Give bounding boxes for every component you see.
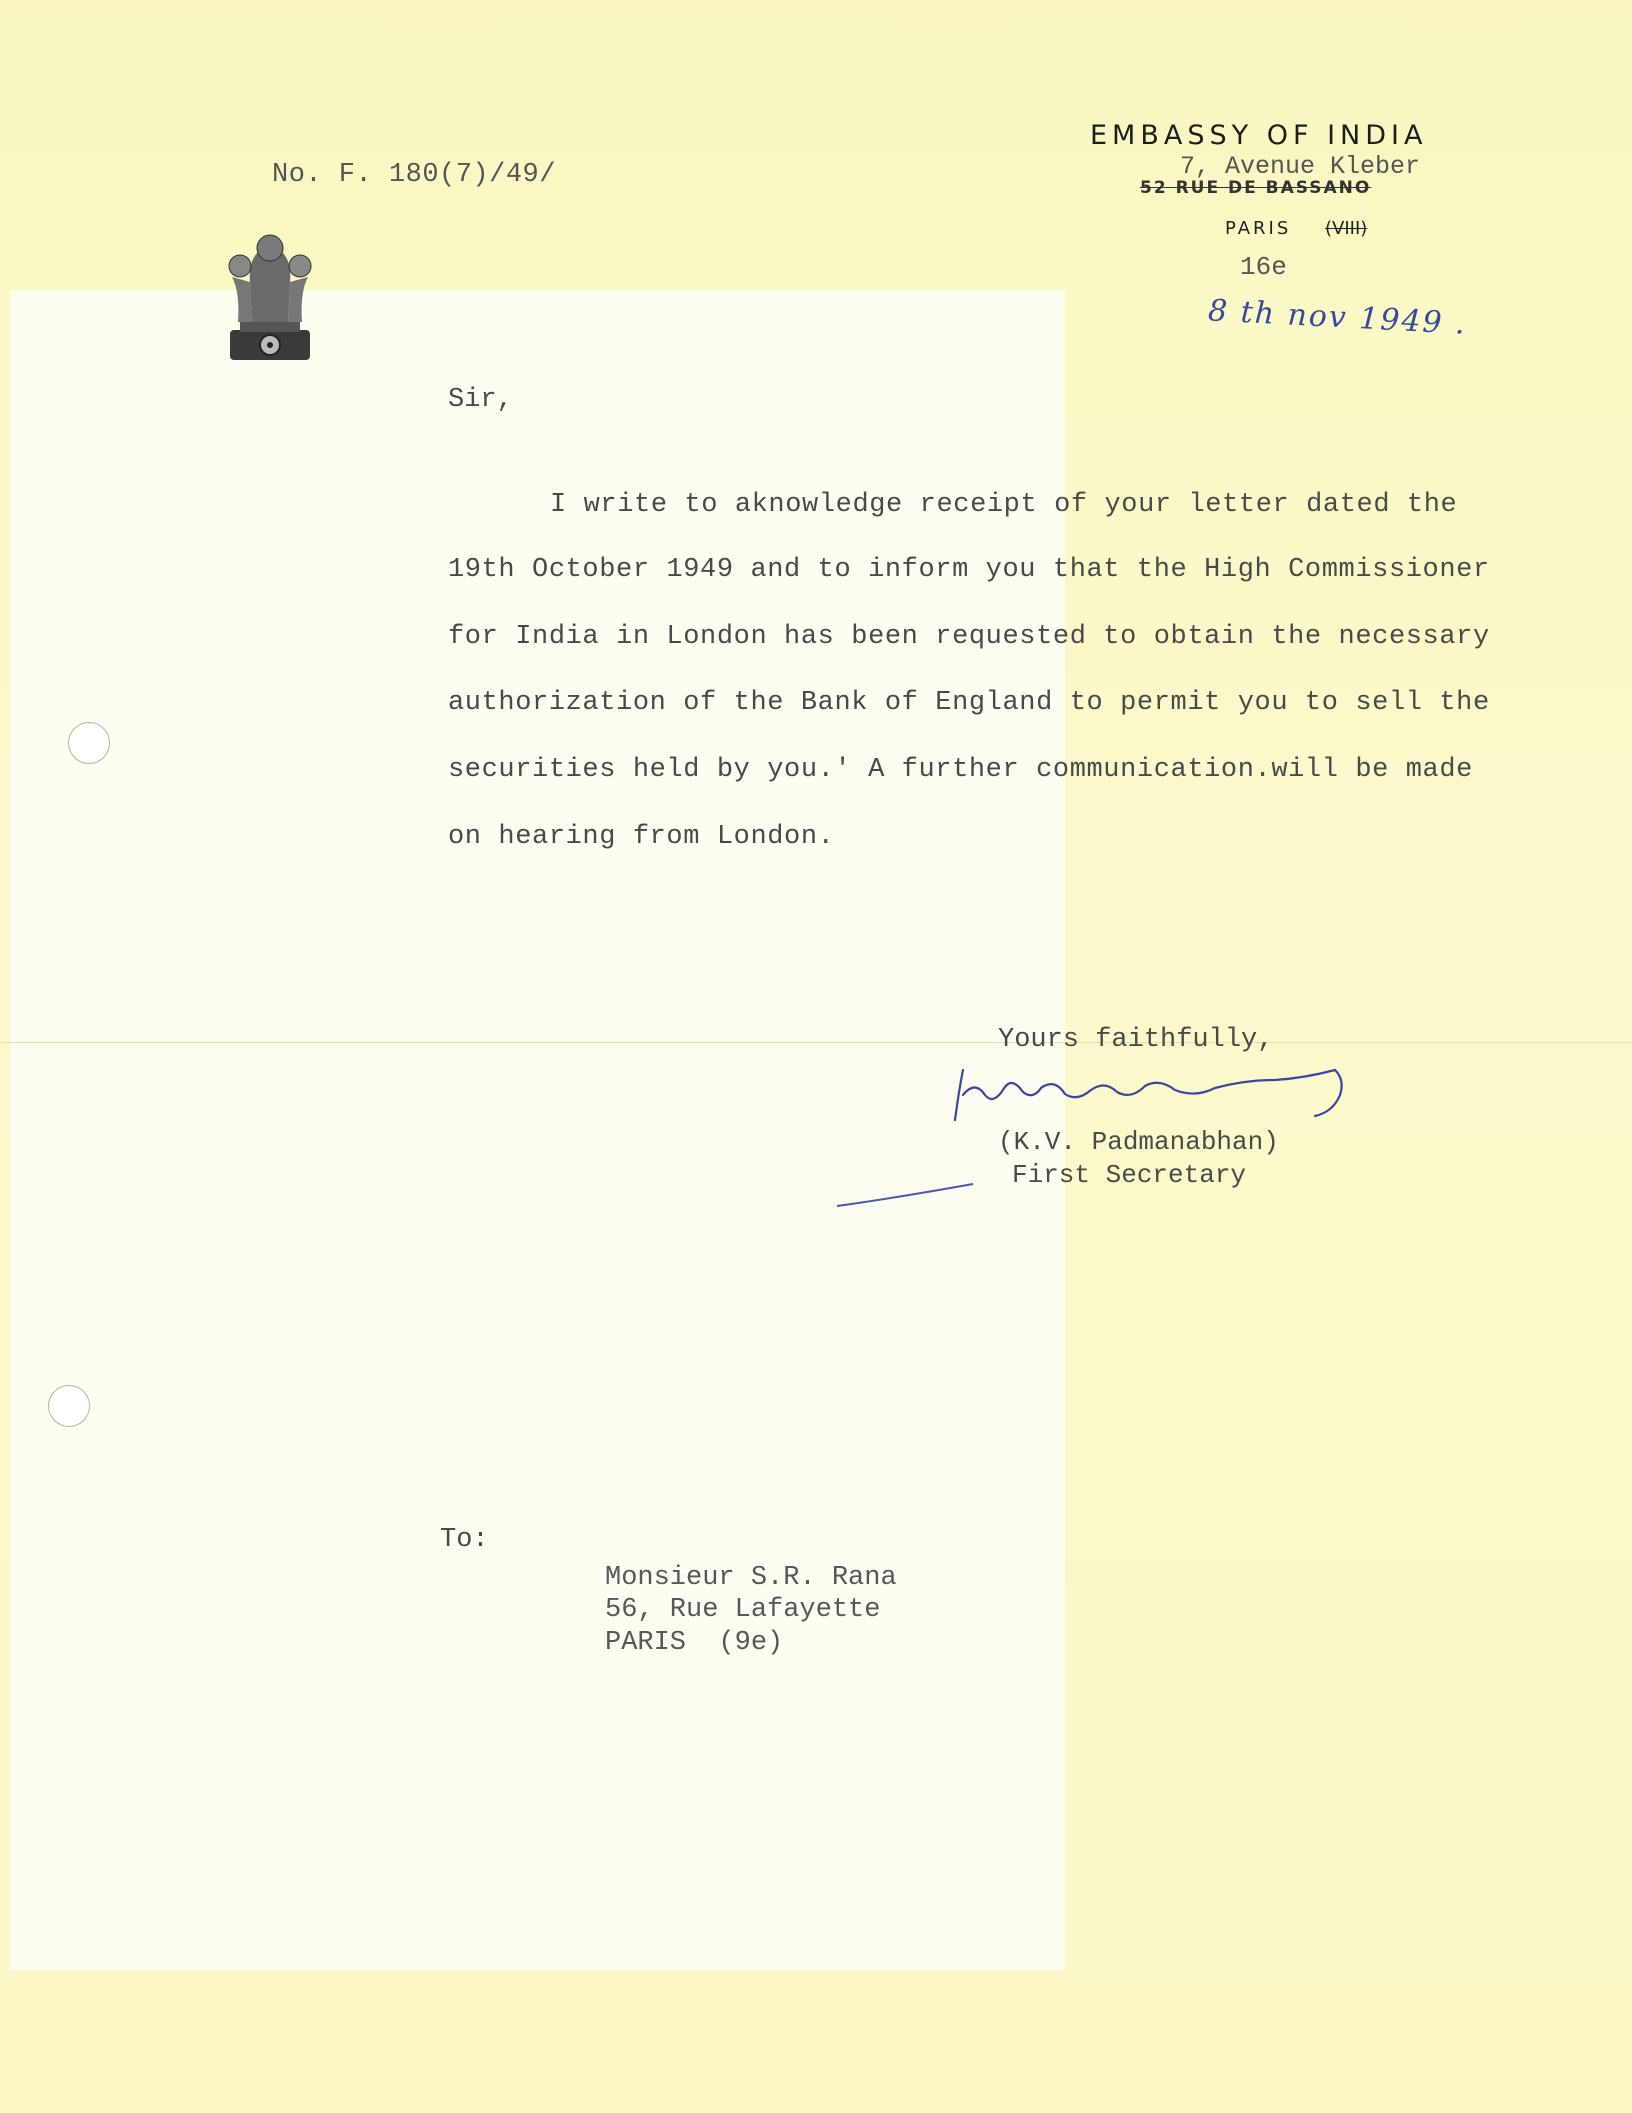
handwritten-date: 8 th nov 1949 .: [1207, 293, 1468, 342]
body-line: securities held by you.' A further communication.will be made: [448, 755, 1473, 785]
fold-line: [0, 1042, 1632, 1043]
body-line: on hearing from London.: [448, 822, 835, 852]
recipient-city: PARIS (9e): [605, 1628, 784, 1658]
struck-district: (VIII): [1325, 218, 1368, 239]
handwritten-signature: [945, 1050, 1355, 1130]
city: PARIS: [1225, 218, 1292, 239]
reference-number: No. F. 180(7)/49/: [272, 160, 556, 190]
recipient-name: Monsieur S.R. Rana: [605, 1563, 897, 1593]
faded-area: [10, 290, 1065, 1970]
punch-hole-bottom: [48, 1385, 90, 1427]
body-line: 19th October 1949 and to inform you that the High Commissioner: [448, 555, 1490, 585]
recipient-label: To:: [440, 1525, 489, 1555]
embassy-name: EMBASSY OF INDIA: [1090, 120, 1428, 151]
signatory-title: First Secretary: [1012, 1160, 1247, 1190]
body-line: for India in London has been requested to obtain the necessary: [448, 622, 1490, 652]
body-line: authorization of the Bank of England to permit you to sell the: [448, 688, 1490, 718]
punch-hole-top: [68, 722, 110, 764]
signatory-name: (K.V. Padmanabhan): [998, 1127, 1279, 1157]
typed-address: 7, Avenue Kleber: [1180, 152, 1421, 181]
struck-address: 52 RUE DE BASSANO: [1140, 178, 1372, 198]
body-line: I write to aknowledge receipt of your letter dated the: [550, 490, 1458, 520]
arrondissement: 16e: [1240, 252, 1287, 282]
closing: Yours faithfully,: [998, 1025, 1274, 1055]
national-emblem-icon: [222, 222, 318, 372]
pen-stroke: [835, 1180, 975, 1210]
salutation: Sir,: [448, 385, 513, 415]
recipient-street: 56, Rue Lafayette: [605, 1595, 881, 1625]
